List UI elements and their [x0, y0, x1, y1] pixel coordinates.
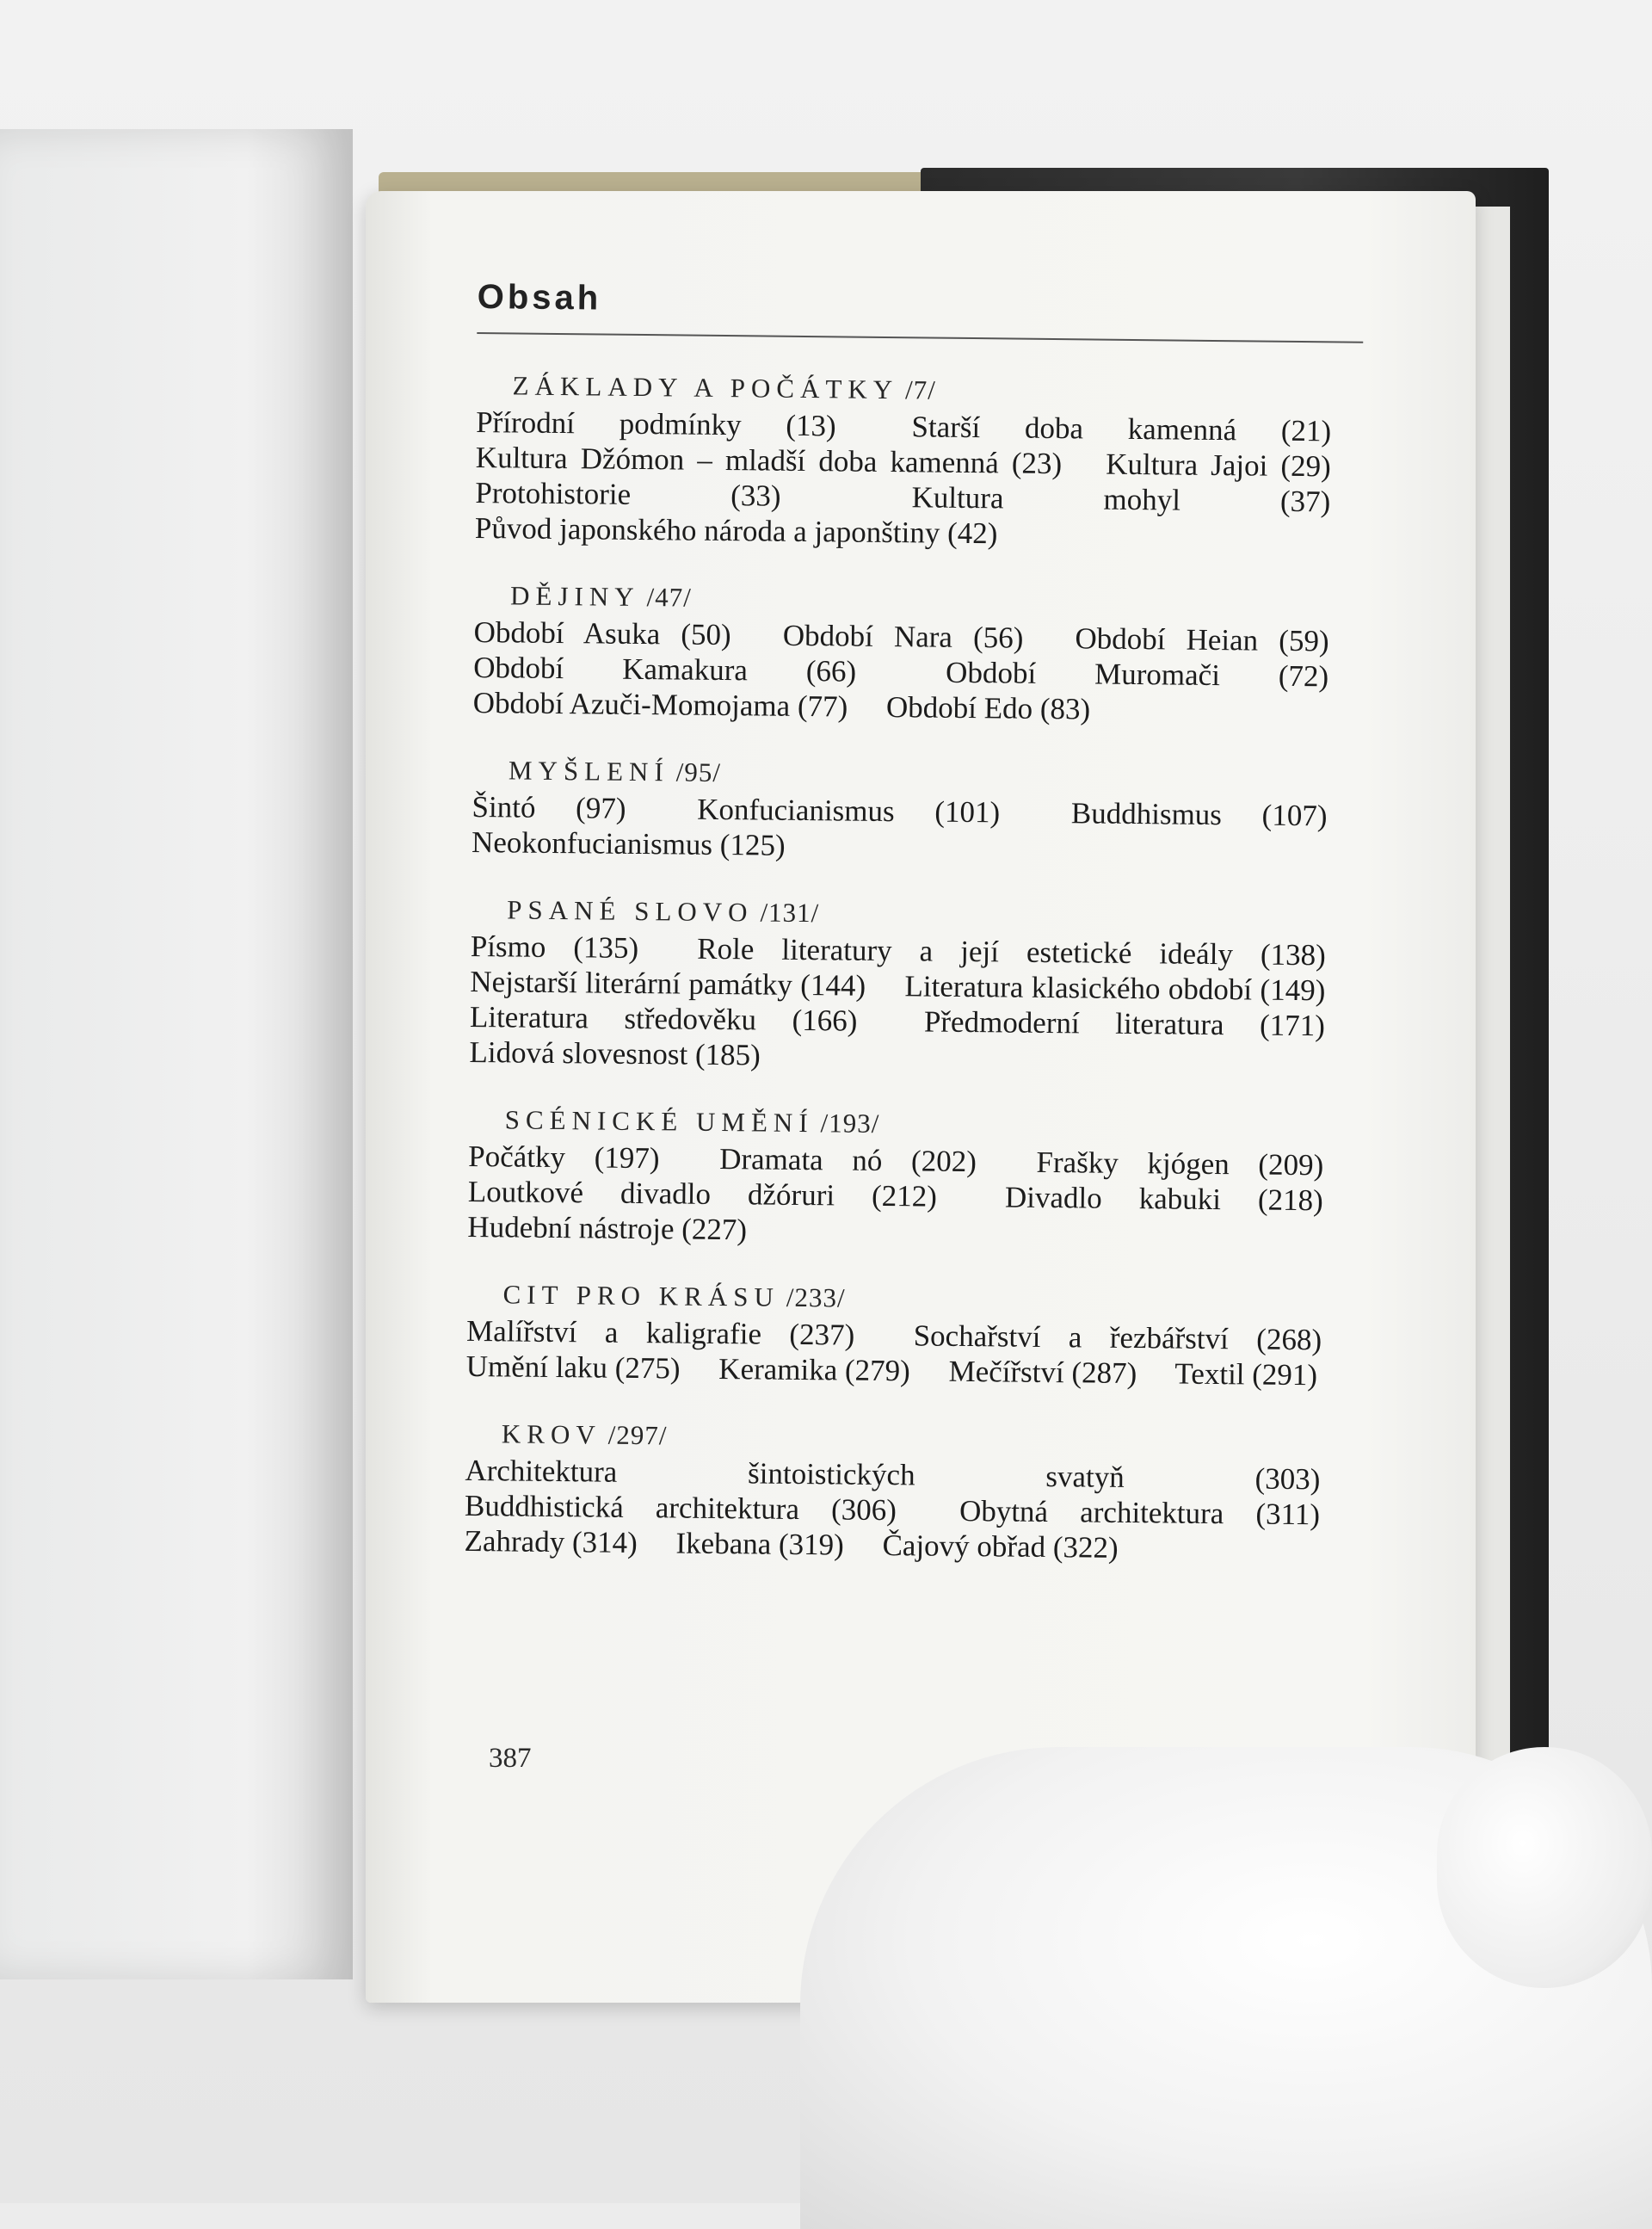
- toc-entry: Role literatury a její estetické ideály (138): [697, 931, 1326, 972]
- toc-entry: Kultura Jajoi (29): [1106, 447, 1331, 484]
- toc-entry: Sochařství a řezbářství (268): [913, 1318, 1322, 1357]
- toc-section: [473, 577, 1361, 730]
- toc-entry: Ikebana (319): [675, 1526, 845, 1562]
- section-heading-text: ZÁKLADY A POČÁTKY: [512, 370, 899, 405]
- toc-entry: Starší doba kamenná (21): [911, 410, 1332, 448]
- toc-entry: Počátky (197): [468, 1139, 660, 1176]
- toc-entry: Přírodní podmínky (13): [476, 404, 836, 443]
- toc-entry: Nejstarší literární památky (144): [470, 964, 866, 1003]
- toc-entry: Období Heian (59): [1075, 621, 1329, 658]
- section-entries: [472, 789, 1359, 869]
- section-heading-text: CIT PRO KRÁSU: [502, 1279, 780, 1312]
- toc-entry: Dramata nó (202): [719, 1142, 977, 1179]
- toc-entry: Literatura klasického období (149): [904, 969, 1326, 1008]
- section-entries: [466, 1313, 1353, 1393]
- toc-entry: Literatura středověku (166): [469, 999, 858, 1038]
- toc-entry: Kultura mohyl (37): [911, 480, 1331, 519]
- toc-entry: Kultura Džómon – mladší doba kamenná (23): [475, 440, 1063, 481]
- toc-section: [464, 1415, 1352, 1568]
- section-page-ref: /131/: [760, 897, 820, 929]
- section-entries: [475, 404, 1363, 555]
- section-entries: [467, 1139, 1354, 1254]
- toc-entry: Hudební nástroje (227): [467, 1209, 748, 1247]
- toc-entry: Období Nara (56): [782, 618, 1024, 655]
- toc-entry: Architektura šintoistických svatyň (303): [465, 1453, 1321, 1497]
- section-entries: [469, 929, 1357, 1079]
- toc-entry: Zahrady (314): [464, 1523, 638, 1560]
- toc-entry: Divadlo kabuki (218): [1004, 1180, 1324, 1218]
- toc-entry: Písmo (135): [470, 929, 639, 966]
- section-page-ref: /297/: [607, 1419, 668, 1451]
- section-heading-text: SCÉNICKÉ UMĚNÍ: [504, 1104, 814, 1139]
- toc-section: [475, 367, 1363, 555]
- section-entries: [464, 1453, 1351, 1568]
- toc-entry: Konfucianismus (101): [697, 792, 1001, 830]
- section-heading-text: KROV: [501, 1418, 601, 1450]
- toc-section: [467, 1101, 1355, 1254]
- toc-entry: Lidová slovesnost (185): [469, 1034, 761, 1072]
- toc-section: [469, 891, 1357, 1079]
- toc-entry: Obytná architektura (311): [959, 1493, 1321, 1532]
- toc-entry: Frašky kjógen (209): [1036, 1145, 1324, 1182]
- toc-entry: Období Azuči-Momojama (77): [472, 685, 848, 724]
- section-entries: [473, 614, 1360, 730]
- table-of-contents: [464, 275, 1364, 1599]
- toc-entry: Čajový obřad (322): [882, 1528, 1119, 1565]
- section-page-ref: /47/: [646, 582, 693, 613]
- toc-entry: Předmoderní literatura (171): [923, 1004, 1326, 1043]
- toc-entry: Protohistorie (33): [475, 475, 781, 513]
- toc-entry: Keramika (279): [718, 1352, 911, 1388]
- section-page-ref: /7/: [904, 374, 937, 405]
- section-page-ref: /233/: [786, 1281, 846, 1313]
- title-rule: [477, 332, 1363, 343]
- toc-sections: [464, 367, 1362, 1568]
- toc-title: Obsah: [477, 277, 602, 318]
- toc-entry: Textil (291): [1174, 1356, 1318, 1392]
- toc-entry: Období Muromači (72): [945, 655, 1329, 694]
- toc-entry: Loutkové divadlo džóruri (212): [467, 1174, 938, 1213]
- toc-entry: Mečířství (287): [948, 1354, 1137, 1391]
- toc-section: [466, 1275, 1353, 1393]
- toc-entry: Období Asuka (50): [473, 614, 731, 652]
- toc-entry: Buddhismus (107): [1070, 796, 1328, 833]
- page-number: 387: [489, 1743, 532, 1774]
- left-page: [0, 129, 353, 1979]
- section-heading-text: MYŠLENÍ: [508, 755, 669, 787]
- toc-entry: Umění laku (275): [465, 1349, 681, 1386]
- section-heading-text: DĚJINY: [509, 580, 640, 612]
- toc-entry: Původ japonského národa a japonštiny (42): [474, 510, 998, 551]
- toc-entry: Malířství a kaligrafie (237): [465, 1313, 855, 1352]
- toc-entry: Neokonfucianismus (125): [471, 824, 786, 862]
- toc-entry: Šintó (97): [472, 789, 626, 825]
- toc-entry: Období Edo (83): [885, 690, 1091, 726]
- glove-thumb: [1437, 1747, 1652, 1988]
- toc-section: [472, 751, 1359, 869]
- toc-entry: Období Kamakura (66): [473, 650, 857, 688]
- section-heading-text: PSANÉ SLOVO: [507, 894, 754, 928]
- section-page-ref: /193/: [820, 1108, 880, 1139]
- toc-entry: Buddhistická architektura (306): [464, 1488, 897, 1528]
- section-page-ref: /95/: [675, 756, 722, 787]
